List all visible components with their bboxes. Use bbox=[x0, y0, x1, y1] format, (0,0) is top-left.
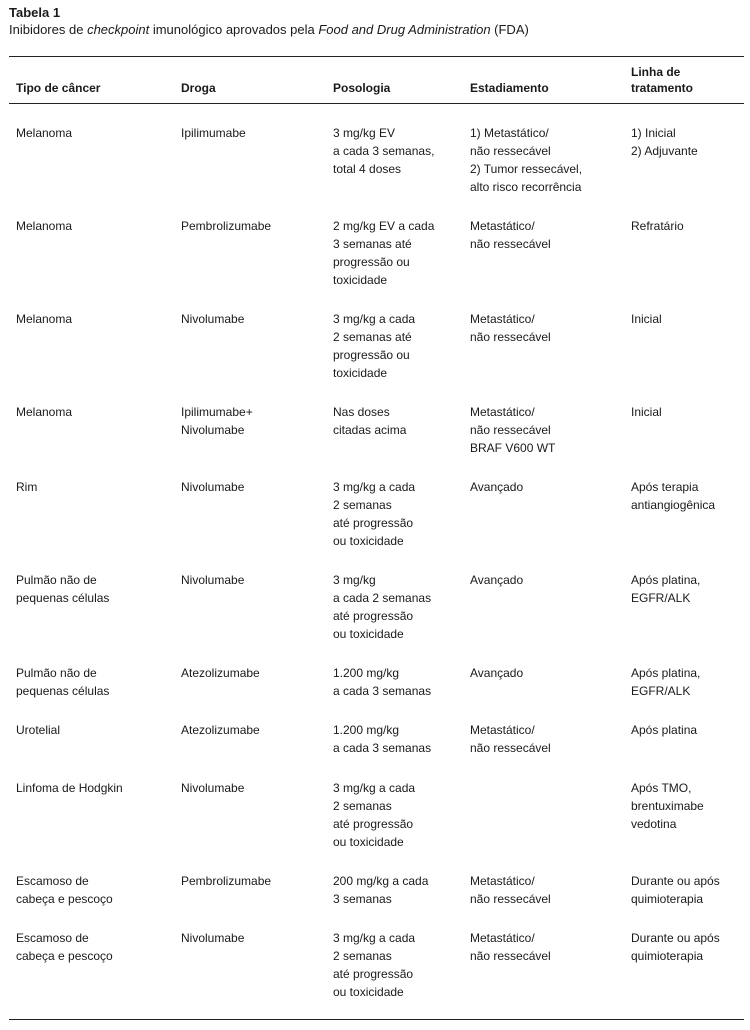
table-cell: Metastático/ não ressecável bbox=[470, 874, 551, 906]
table-cell: Nivolumabe bbox=[181, 480, 245, 494]
table-cell: Após TMO, brentuximabe vedotina bbox=[631, 781, 704, 831]
subtitle-part: (FDA) bbox=[490, 22, 529, 37]
table-cell: Inicial bbox=[631, 405, 662, 419]
table-cell: Urotelial bbox=[16, 723, 61, 737]
table-cell: Ipilimumabe bbox=[181, 126, 246, 140]
table-cell: 3 mg/kg EV a cada 3 semanas, total 4 doses bbox=[333, 126, 435, 176]
table-cell: Atezolizumabe bbox=[181, 723, 260, 737]
table-cell: 3 mg/kg a cada 2 semanas até progressão ou toxicidade bbox=[333, 781, 416, 849]
table-cell: 1.200 mg/kg a cada 3 semanas bbox=[333, 666, 432, 698]
table-cell: 1) Metastático/ não ressecável 2) Tumor ressecável, alto risco recorrência bbox=[470, 126, 583, 194]
table-cell: Avançado bbox=[470, 666, 524, 680]
table-cell: Melanoma bbox=[16, 219, 73, 233]
table-cell: 3 mg/kg a cada 2 semanas até progressão ou toxicidade bbox=[333, 480, 416, 548]
table-cell: Metastático/ não ressecável bbox=[470, 312, 551, 344]
header-cell-droga: Droga bbox=[181, 81, 216, 95]
table-cell: 1.200 mg/kg a cada 3 semanas bbox=[333, 723, 432, 755]
table-cell: Durante ou após quimioterapia bbox=[631, 874, 720, 906]
table-title: Tabela 1 bbox=[9, 5, 61, 20]
table-cell: Nivolumabe bbox=[181, 931, 245, 945]
table-cell: Pembrolizumabe bbox=[181, 874, 272, 888]
table-bottom-rule bbox=[9, 1019, 744, 1020]
table-cell: Após terapia antiangiogênica bbox=[631, 480, 716, 512]
table-cell: 3 mg/kg a cada 2 semanas até progressão ou toxicidade bbox=[333, 573, 432, 641]
table-cell: Nivolumabe bbox=[181, 312, 245, 326]
table-cell: Após platina, EGFR/ALK bbox=[631, 666, 701, 698]
subtitle-part: Inibidores de bbox=[9, 22, 88, 37]
table-cell: 3 mg/kg a cada 2 semanas até progressão ou toxicidade bbox=[333, 312, 416, 380]
table-cell: 3 mg/kg a cada 2 semanas até progressão ou toxicidade bbox=[333, 931, 416, 999]
table-cell: Refratário bbox=[631, 219, 684, 233]
header-cell-linha: Linha de tratamento bbox=[631, 65, 694, 95]
table-cell: Ipilimumabe+ Nivolumabe bbox=[181, 405, 253, 437]
table-cell: Metastático/ não ressecável bbox=[470, 931, 551, 963]
table-cell: Pulmão não de pequenas células bbox=[16, 573, 110, 605]
table-cell: Nivolumabe bbox=[181, 573, 245, 587]
table-cell: Atezolizumabe bbox=[181, 666, 260, 680]
table-cell: Melanoma bbox=[16, 405, 73, 419]
table-cell: 200 mg/kg a cada 3 semanas bbox=[333, 874, 429, 906]
header-cell-tipo: Tipo de câncer bbox=[16, 81, 101, 95]
header-cell-posologia: Posologia bbox=[333, 81, 391, 95]
table-cell: Melanoma bbox=[16, 312, 73, 326]
table-cell: Pulmão não de pequenas células bbox=[16, 666, 110, 698]
table-cell: Inicial bbox=[631, 312, 662, 326]
table-cell: 2 mg/kg EV a cada 3 semanas até progressão ou toxicidade bbox=[333, 219, 435, 287]
subtitle-part-italic: checkpoint bbox=[87, 22, 150, 37]
table-cell: Metastático/ não ressecável BRAF V600 WT bbox=[470, 405, 556, 455]
table-cell: Metastático/ não ressecável bbox=[470, 219, 551, 251]
table-cell: Nas doses citadas acima bbox=[333, 405, 407, 437]
table-cell: Linfoma de Hodgkin bbox=[16, 781, 123, 795]
table-cell: Escamoso de cabeça e pescoço bbox=[16, 874, 113, 906]
header-cell-estadiamento: Estadiamento bbox=[470, 81, 549, 95]
table-cell: Após platina, EGFR/ALK bbox=[631, 573, 701, 605]
table-cell: Melanoma bbox=[16, 126, 73, 140]
table-cell: 1) Inicial 2) Adjuvante bbox=[631, 126, 698, 158]
table-cell: Pembrolizumabe bbox=[181, 219, 272, 233]
table-cell: Nivolumabe bbox=[181, 781, 245, 795]
table-cell: Avançado bbox=[470, 573, 524, 587]
table-cell: Durante ou após quimioterapia bbox=[631, 931, 720, 963]
table-cell: Após platina bbox=[631, 723, 698, 737]
table-cell: Escamoso de cabeça e pescoço bbox=[16, 931, 113, 963]
subtitle-part-italic: Food and Drug Administration bbox=[318, 22, 491, 37]
table-cell: Rim bbox=[16, 480, 38, 494]
subtitle-part: imunológico aprovados pela bbox=[149, 22, 319, 37]
table-cell: Metastático/ não ressecável bbox=[470, 723, 551, 755]
table-cell: Avançado bbox=[470, 480, 524, 494]
